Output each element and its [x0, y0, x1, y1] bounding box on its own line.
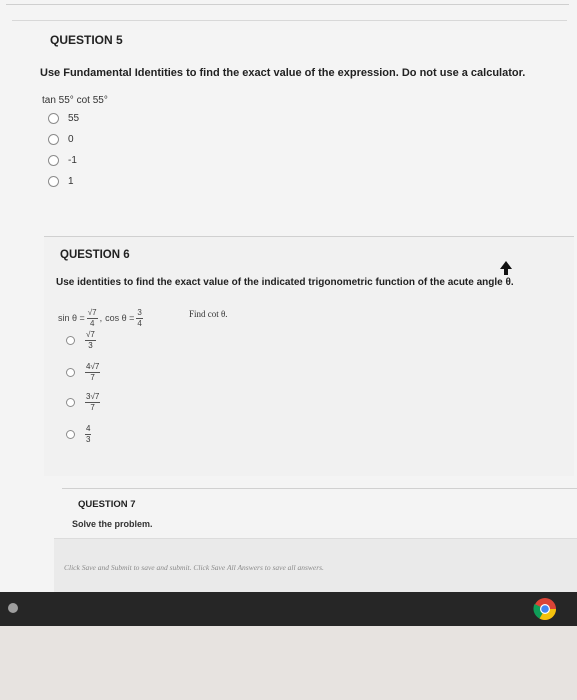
- q6-option-fraction: [85, 393, 100, 412]
- chrome-icon[interactable]: [533, 597, 557, 621]
- q6-option-2[interactable]: [66, 363, 102, 382]
- option-denominator: 7: [90, 403, 95, 412]
- q5-option-label: 0: [68, 134, 74, 145]
- radio-button[interactable]: [66, 368, 75, 377]
- question-6-title: QUESTION 6: [60, 249, 130, 261]
- cos-numerator: 3: [137, 307, 142, 317]
- option-numerator: 3√7: [86, 392, 100, 401]
- question-5-title: QUESTION 5: [50, 33, 123, 47]
- option-denominator: 3: [88, 341, 93, 350]
- q6-option-3[interactable]: [66, 393, 102, 412]
- q5-option-label: -1: [68, 155, 77, 166]
- save-instructions: Click Save and Submit to save and submit. Click Save All Answers to save all answers.: [64, 563, 324, 572]
- q6-option-fraction: [85, 363, 100, 382]
- radio-button[interactable]: [48, 155, 59, 166]
- radio-button[interactable]: [66, 336, 75, 345]
- question-7-subtitle: Solve the problem.: [72, 519, 153, 529]
- q5-option-4[interactable]: [48, 176, 74, 187]
- option-denominator: 3: [86, 435, 91, 444]
- q5-option-1[interactable]: [48, 113, 79, 124]
- taskbar: [0, 592, 577, 626]
- cos-fraction: [136, 309, 142, 328]
- find-instruction: Find cot θ.: [189, 309, 228, 319]
- option-numerator: 4: [86, 424, 91, 433]
- monitor-bezel: [0, 626, 577, 700]
- q5-option-3[interactable]: [48, 155, 77, 166]
- mouse-cursor-icon: [500, 261, 512, 275]
- option-numerator: √7: [86, 330, 95, 339]
- radio-button[interactable]: [48, 134, 59, 145]
- q5-option-2[interactable]: [48, 134, 74, 145]
- question-5-prompt: Use Fundamental Identities to find the exact value of the expression. Do not use a calculator.: [40, 67, 526, 79]
- sin-numerator: √7: [87, 307, 97, 317]
- question-7-title: QUESTION 7: [78, 499, 136, 510]
- sin-denominator: 4: [89, 318, 95, 328]
- q6-option-fraction: [85, 331, 96, 350]
- cos-denominator: 4: [137, 318, 142, 328]
- separator: ,: [99, 313, 103, 323]
- question-5-expression: tan 55° cot 55°: [42, 95, 108, 106]
- q6-option-1[interactable]: [66, 331, 98, 350]
- divider: [6, 4, 569, 5]
- option-denominator: 7: [90, 373, 95, 382]
- radio-button[interactable]: [48, 176, 59, 187]
- submit-bar: [54, 538, 577, 592]
- q5-option-label: 1: [68, 176, 74, 187]
- q6-option-4[interactable]: [66, 425, 93, 444]
- question-6-block: [44, 236, 574, 476]
- radio-button[interactable]: [66, 398, 75, 407]
- cos-label: cos θ =: [105, 313, 135, 323]
- radio-button[interactable]: [48, 113, 59, 124]
- question-6-prompt: Use identities to find the exact value of the indicated trigonometric function of the acute angle θ.: [56, 277, 514, 288]
- sin-fraction: [87, 309, 98, 328]
- given-values: [58, 305, 145, 331]
- option-numerator: 4√7: [86, 362, 100, 371]
- q5-option-label: 55: [68, 113, 80, 124]
- question-5-block: [12, 20, 567, 225]
- sin-label: sin θ =: [58, 313, 85, 323]
- launcher-icon[interactable]: [8, 603, 18, 613]
- q6-option-fraction: [85, 425, 91, 444]
- radio-button[interactable]: [66, 430, 75, 439]
